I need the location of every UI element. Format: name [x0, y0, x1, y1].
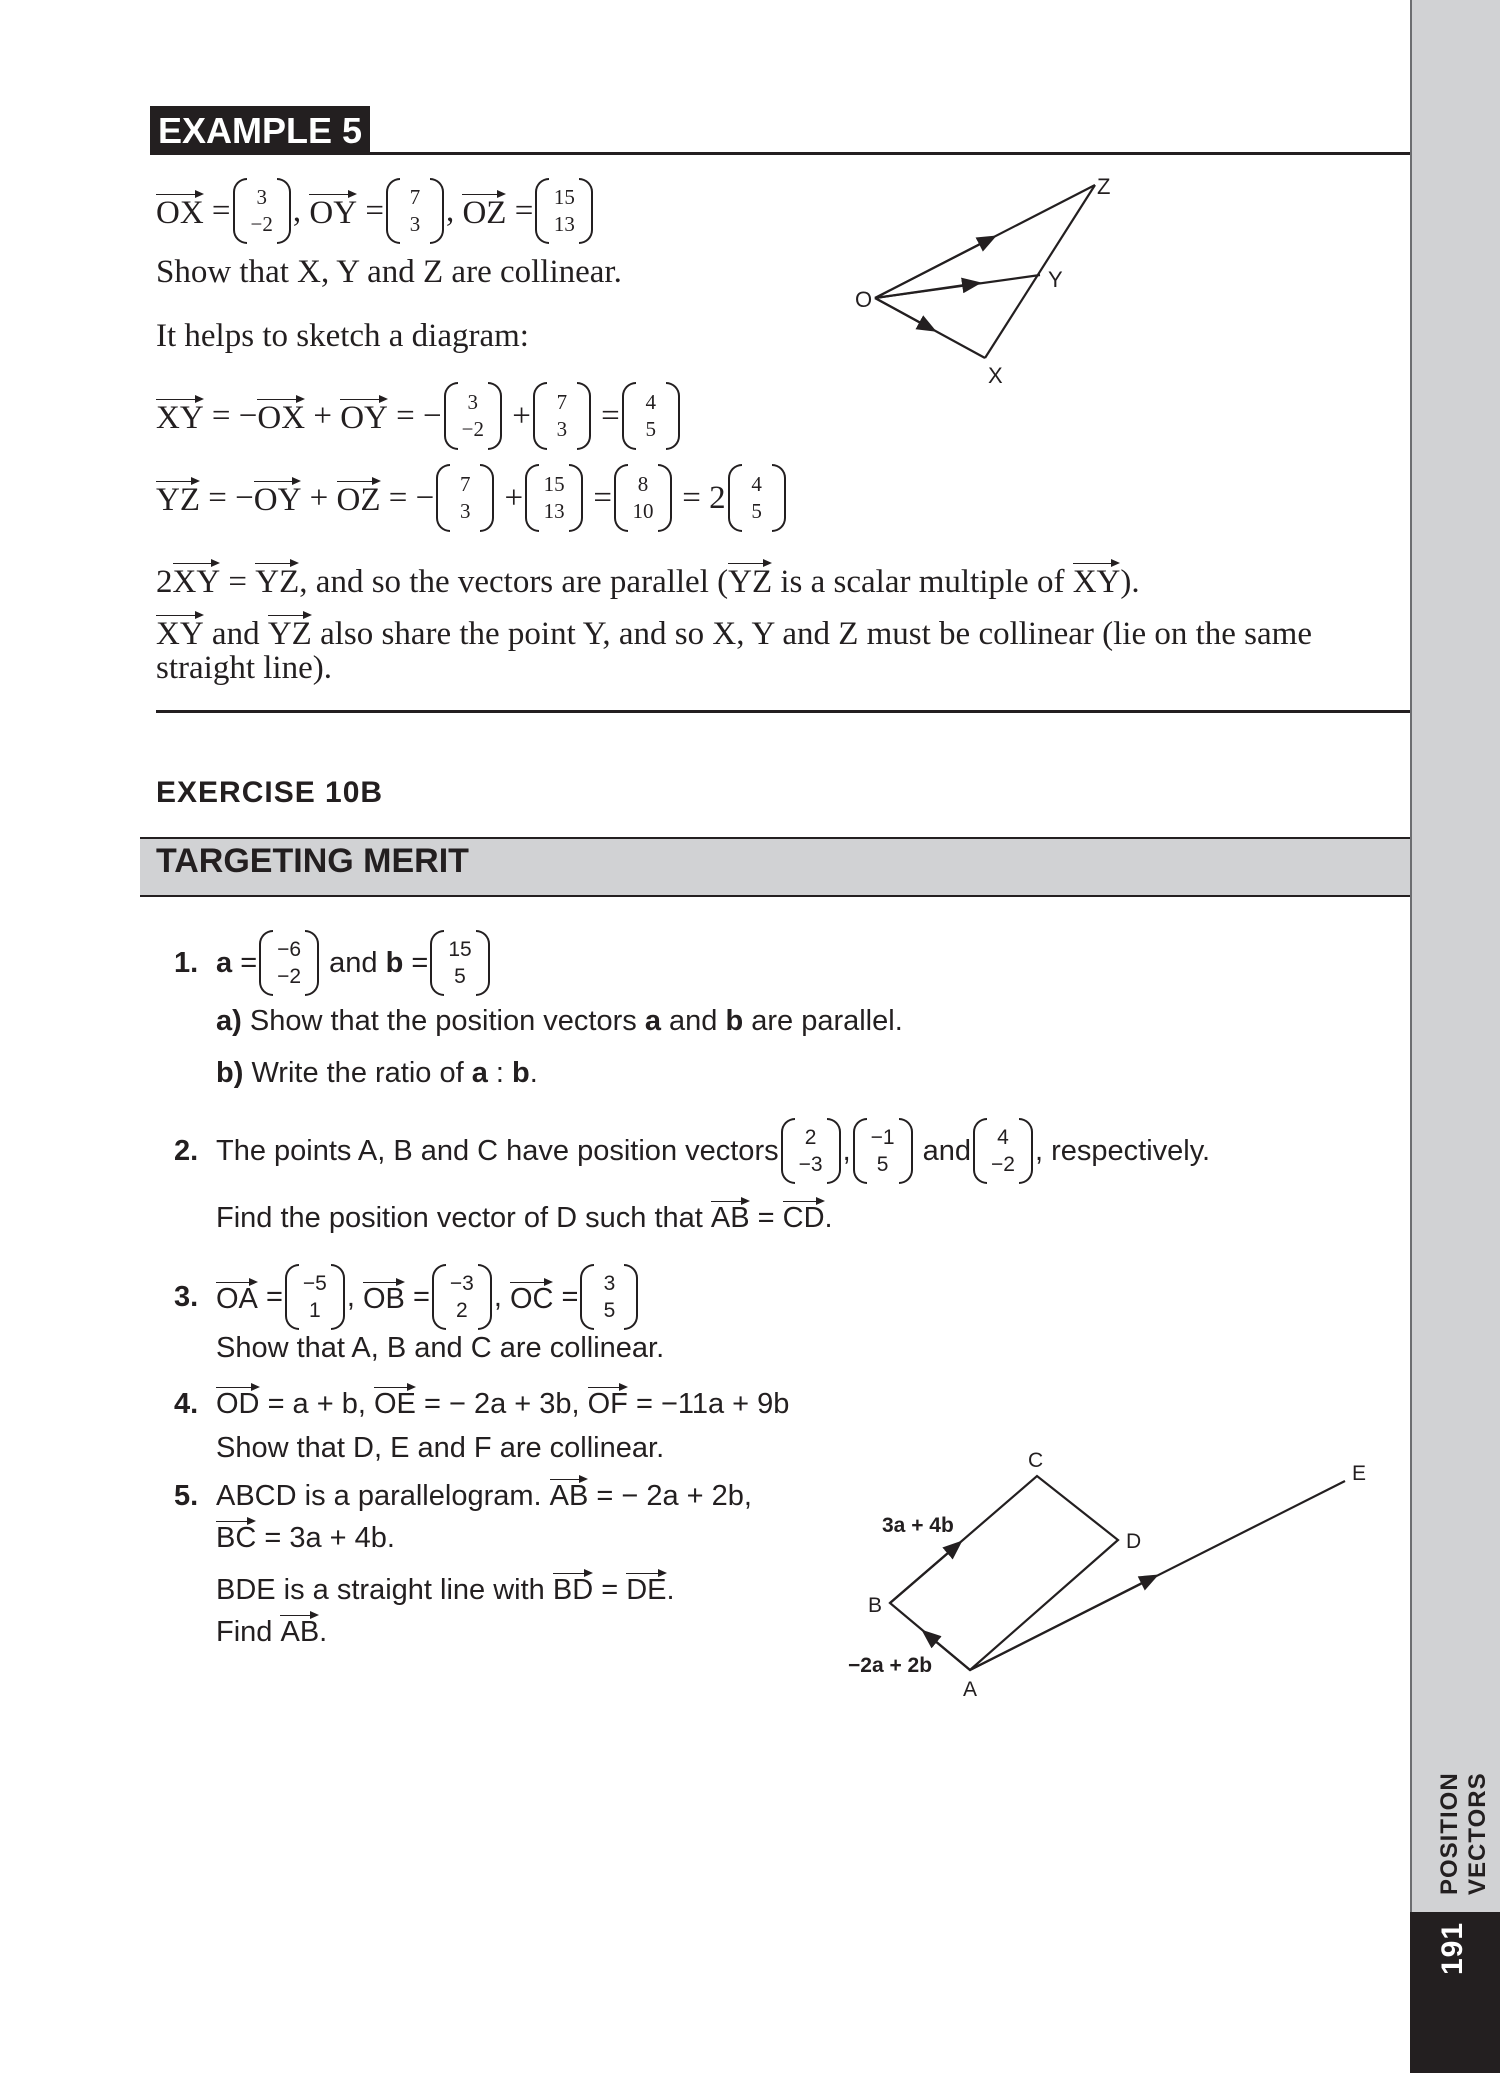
label-bc-vector: 3a + 4b	[882, 1514, 954, 1537]
line-x-z	[985, 185, 1095, 358]
question-4-line2: Show that D, E and F are collinear.	[216, 1432, 665, 1464]
label-b: B	[868, 1594, 883, 1617]
parallelogram-diagram	[840, 1440, 1380, 1700]
side-band	[1410, 0, 1500, 2073]
xy-working: XY = − OX + OY = − 3 −2 + 7 3 = 4 5	[156, 382, 682, 450]
label-e: E	[1352, 1462, 1367, 1485]
label-ab-vector: −2a + 2b	[848, 1654, 933, 1677]
question-1a: a) Show that the position vectors a and b are parallel.	[216, 1005, 903, 1037]
label-y: Y	[1048, 267, 1063, 292]
label-d: D	[1126, 1530, 1142, 1553]
arrow-bc	[890, 1547, 955, 1603]
label-a: A	[963, 1678, 978, 1700]
example-diagram	[840, 160, 1140, 400]
question-4: 4. OD = a + b, OE = − 2a + 3b, OF = −11a + 9b	[174, 1384, 789, 1421]
question-2-line2: Find the position vector of D such that AB = CD.	[216, 1198, 833, 1235]
arrow-ab	[929, 1636, 970, 1670]
example-conclusion-3: straight line).	[156, 650, 332, 686]
example-label: EXAMPLE 5	[150, 106, 370, 154]
label-z: Z	[1097, 174, 1111, 199]
question-3: 3. OA = −5 1 , OB = −3 2 , OC = 3 5	[174, 1264, 640, 1330]
arrow-ox	[875, 298, 928, 327]
example-conclusion-1: 2XY = YZ, and so the vectors are parallel (YZ is a scalar multiple of XY).	[156, 560, 1140, 601]
question-5-line4: Find AB.	[216, 1612, 327, 1649]
merit-title: TARGETING MERIT	[156, 842, 469, 880]
label-x: X	[988, 363, 1003, 388]
example-top-rule	[150, 152, 1410, 155]
vector-ox: 3 −2	[233, 178, 291, 244]
question-1: 1. a = −6 −2 and b = 15 5	[174, 930, 492, 996]
question-1b: b) Write the ratio of a : b.	[216, 1057, 538, 1089]
example-hint: It helps to sketch a diagram:	[156, 318, 529, 354]
label-c: C	[1028, 1449, 1044, 1472]
question-5: 5. ABCD is a parallelogram. AB = − 2a + 2b,	[174, 1476, 752, 1513]
arrow-ae	[970, 1579, 1150, 1670]
question-3-line2: Show that A, B and C are collinear.	[216, 1332, 665, 1364]
example-task: Show that X, Y and Z are collinear.	[156, 254, 622, 290]
question-5-line2: BC = 3a + 4b.	[216, 1518, 395, 1555]
example-conclusion-2: XY and YZ also share the point Y, and so X, Y and Z must be collinear (lie on the same	[156, 612, 1312, 653]
question-5-line3: BDE is a straight line with BD = DE.	[216, 1570, 675, 1607]
exercise-title: EXERCISE 10B	[156, 776, 384, 809]
vector-oy: 7 3	[386, 178, 444, 244]
example-given: OX = 3 −2 , OY = 7 3 , OZ = 15 13	[156, 178, 595, 244]
page-number: 191	[1436, 1921, 1469, 1975]
chapter-title: POSITION VECTORS	[1436, 1772, 1491, 1895]
yz-working: YZ = − OY + OZ = − 7 3 + 15 13 = 8 10 = 2 4 5	[156, 464, 788, 532]
vector-oz: 15 13	[535, 178, 593, 244]
label-o: O	[855, 287, 873, 312]
example-bottom-rule	[156, 710, 1410, 713]
question-2: 2. The points A, B and C have position vectors 2 −3 , −1 5 and 4 −2 , respectively.	[174, 1118, 1210, 1184]
